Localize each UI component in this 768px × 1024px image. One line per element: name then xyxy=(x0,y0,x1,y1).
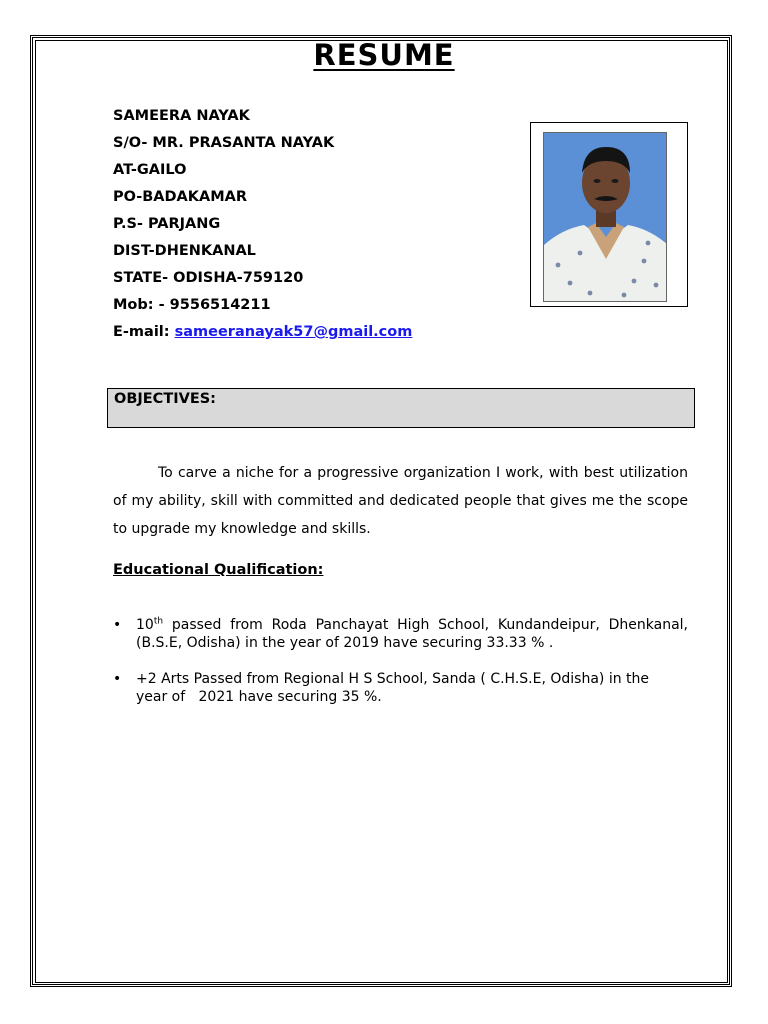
page-title: RESUME xyxy=(313,38,455,72)
photo-frame xyxy=(530,122,688,307)
objectives-heading: OBJECTIVES: xyxy=(114,391,216,407)
address-po: PO-BADAKAMAR xyxy=(113,189,248,205)
education-list xyxy=(113,616,688,724)
bullet-icon: • xyxy=(113,617,122,633)
contact-block xyxy=(113,106,412,349)
email-label: E-mail: xyxy=(113,324,175,340)
email-link[interactable]: sameeranayak57@gmail.com xyxy=(174,324,413,340)
address-ps: P.S- PARJANG xyxy=(113,216,221,232)
bullet-icon: • xyxy=(113,671,122,687)
applicant-photo xyxy=(543,132,667,302)
education-item: • +2 Arts Passed from Regional H S School, Sanda ( C.H.S.E, Odisha) in the year of 2021 have securing 35 %. xyxy=(113,671,654,705)
objectives-header xyxy=(107,388,695,428)
objective-text: To carve a niche for a progressive organization I work, with best utilization of my ability, skill with committed and dedicated people that gives me the scope to upgrade my knowledge and skills. xyxy=(113,465,688,537)
applicant-name: SAMEERA NAYAK xyxy=(113,108,250,124)
mobile-number: Mob: - 9556514211 xyxy=(113,297,271,313)
email-line xyxy=(113,322,412,349)
address-dist: DIST-DHENKANAL xyxy=(113,243,256,259)
address-at: AT-GAILO xyxy=(113,162,187,178)
address-state: STATE- ODISHA-759120 xyxy=(113,270,304,286)
education-item: • 10th passed from Roda Panchayat High School, Kundandeipur, Dhenkanal, (B.S.E, Odisha) in the year of 2019 have securing 33.33 % . xyxy=(113,616,688,651)
education-heading: Educational Qualification: xyxy=(113,562,324,578)
father-name: S/O- MR. PRASANTA NAYAK xyxy=(113,135,335,151)
